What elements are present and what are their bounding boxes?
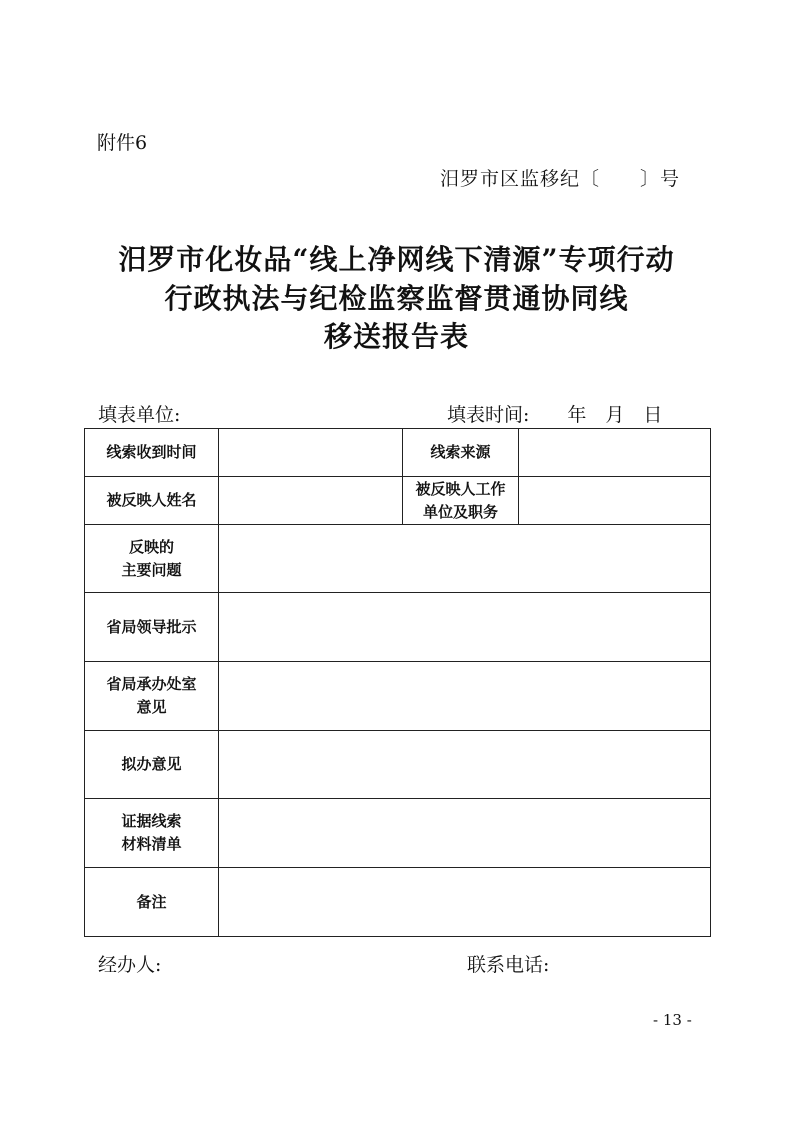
main-issues-label-line-1: 反映的 xyxy=(128,537,174,556)
dept-opinion-label xyxy=(85,662,219,731)
page-number: - 13 - xyxy=(653,1011,692,1029)
proposed-opinion-label: 拟办意见 xyxy=(85,731,219,799)
table-row xyxy=(85,429,711,477)
reported-person-unit-field[interactable] xyxy=(519,477,711,525)
remarks-label: 备注 xyxy=(85,868,219,937)
filling-time-label: 填表时间: 年 月 日 xyxy=(447,404,663,426)
main-issues-label-line-2: 主要问题 xyxy=(121,560,182,579)
table-row xyxy=(85,525,711,593)
report-form-table xyxy=(84,428,711,937)
leader-instruction-field[interactable] xyxy=(219,593,711,662)
table-row xyxy=(85,868,711,937)
title-line-3: 移送报告表 xyxy=(323,320,469,353)
main-issues-label xyxy=(85,525,219,593)
attachment-label: 附件6 xyxy=(97,132,148,154)
evidence-list-label xyxy=(85,799,219,868)
handler-label: 经办人: xyxy=(98,954,162,976)
proposed-opinion-field[interactable] xyxy=(219,731,711,799)
evidence-list-field[interactable] xyxy=(219,799,711,868)
evidence-list-label-line-1: 证据线索 xyxy=(121,812,182,830)
filling-unit-label: 填表单位: xyxy=(98,404,181,426)
dept-opinion-label-line-2: 意见 xyxy=(136,698,167,716)
table-row xyxy=(85,731,711,799)
clue-source-field[interactable] xyxy=(519,429,711,477)
title-line-1: 汨罗市化妆品“线上净网线下清源”专项行动 xyxy=(118,243,675,276)
reported-person-name-label: 被反映人姓名 xyxy=(85,477,219,525)
table-row xyxy=(85,799,711,868)
clue-source-label: 线索来源 xyxy=(403,429,519,477)
reported-person-unit-label-line-1: 被反映人工作 xyxy=(415,479,506,498)
contact-phone-label: 联系电话: xyxy=(467,954,550,976)
evidence-list-label-line-2: 材料清单 xyxy=(121,835,182,853)
title-line-2: 行政执法与纪检监察监督贯通协同线 xyxy=(164,282,629,315)
clue-received-time-field[interactable] xyxy=(219,429,403,477)
reported-person-unit-label xyxy=(403,477,519,525)
reported-person-unit-label-line-2: 单位及职务 xyxy=(422,502,498,521)
main-issues-field[interactable] xyxy=(219,525,711,593)
table-row xyxy=(85,593,711,662)
remarks-field[interactable] xyxy=(219,868,711,937)
reported-person-name-field[interactable] xyxy=(219,477,403,525)
document-number: 汨罗市区监移纪〔 〕号 xyxy=(440,168,681,190)
dept-opinion-field[interactable] xyxy=(219,662,711,731)
clue-received-time-label: 线索收到时间 xyxy=(85,429,219,477)
dept-opinion-label-line-1: 省局承办处室 xyxy=(106,675,197,693)
table-row xyxy=(85,477,711,525)
table-row xyxy=(85,662,711,731)
leader-instruction-label: 省局领导批示 xyxy=(85,593,219,662)
